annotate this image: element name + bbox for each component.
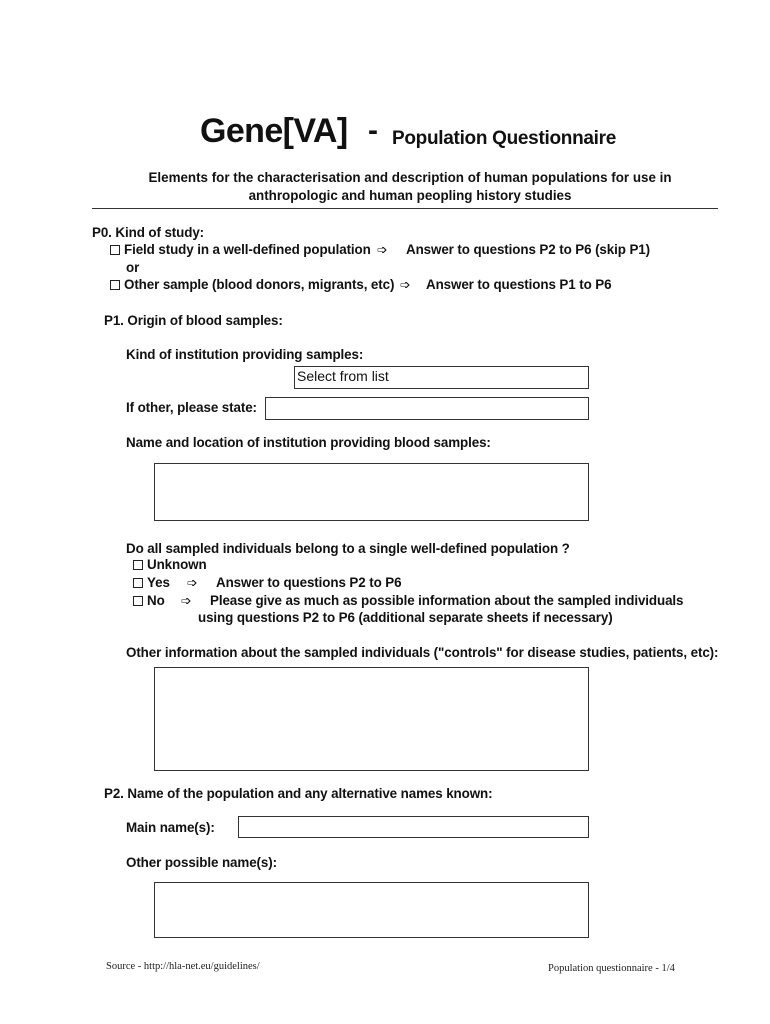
- field-study-label: Field study in a well-defined population: [124, 242, 371, 257]
- p0-option-other-sample: [110, 277, 394, 292]
- unknown-label: Unknown: [147, 557, 207, 572]
- no-note-line1: Please give as much as possible information about the sampled individuals: [210, 593, 684, 608]
- p0-or: or: [126, 260, 140, 275]
- arrow-icon: ➩: [187, 575, 198, 590]
- no-label: No: [147, 593, 165, 608]
- p0-heading: P0. Kind of study:: [92, 225, 205, 240]
- other-sample-note: Answer to questions P1 to P6: [426, 277, 612, 292]
- other-info-textarea[interactable]: [154, 667, 589, 771]
- footer-source: Source - http://hla-net.eu/guidelines/: [106, 961, 260, 972]
- institution-label: Kind of institution providing samples:: [126, 347, 364, 362]
- p0-option-field-study: [110, 242, 371, 257]
- option-unknown: [133, 557, 207, 572]
- no-checkbox[interactable]: [133, 596, 143, 606]
- main-name-input[interactable]: [238, 816, 589, 838]
- yes-checkbox[interactable]: [133, 578, 143, 588]
- name-location-textarea[interactable]: [154, 463, 589, 521]
- population-question: Do all sampled individuals belong to a single well-defined population ?: [126, 541, 570, 556]
- other-names-textarea[interactable]: [154, 882, 589, 938]
- field-study-note: Answer to questions P2 to P6 (skip P1): [406, 242, 650, 257]
- footer-page-number: Population questionnaire - 1/4: [548, 963, 675, 974]
- yes-note: Answer to questions P2 to P6: [216, 575, 402, 590]
- main-name-label: Main name(s):: [126, 820, 215, 835]
- arrow-icon: ➩: [181, 593, 192, 608]
- arrow-icon: ➩: [400, 277, 411, 292]
- page-subtitle: Elements for the characterisation and description of human populations for use in anthropologic and human peopling history studies: [148, 170, 672, 203]
- yes-label: Yes: [147, 575, 170, 590]
- other-institution-input[interactable]: [265, 397, 589, 420]
- option-yes: [133, 575, 170, 590]
- other-sample-checkbox[interactable]: [110, 280, 120, 290]
- arrow-icon: ➩: [377, 242, 388, 257]
- name-location-label: Name and location of institution providing blood samples:: [126, 435, 491, 450]
- field-study-checkbox[interactable]: [110, 245, 120, 255]
- other-institution-label: If other, please state:: [126, 400, 257, 415]
- other-info-label: Other information about the sampled individuals ("controls" for disease studies, patients, etc):: [126, 645, 719, 660]
- option-no: [133, 593, 165, 608]
- brand-title: Gene[VA]: [200, 112, 348, 150]
- title-dash: -: [368, 114, 378, 147]
- other-sample-label: Other sample (blood donors, migrants, etc): [124, 277, 395, 292]
- institution-select[interactable]: Select from list: [294, 366, 589, 389]
- p1-heading: P1. Origin of blood samples:: [104, 313, 283, 328]
- page-title: Population Questionnaire: [392, 128, 616, 149]
- p2-heading: P2. Name of the population and any alternative names known:: [104, 786, 493, 801]
- no-note-line2: using questions P2 to P6 (additional separate sheets if necessary): [198, 610, 613, 625]
- unknown-checkbox[interactable]: [133, 560, 143, 570]
- other-names-label: Other possible name(s):: [126, 855, 277, 870]
- header-divider: [92, 208, 718, 209]
